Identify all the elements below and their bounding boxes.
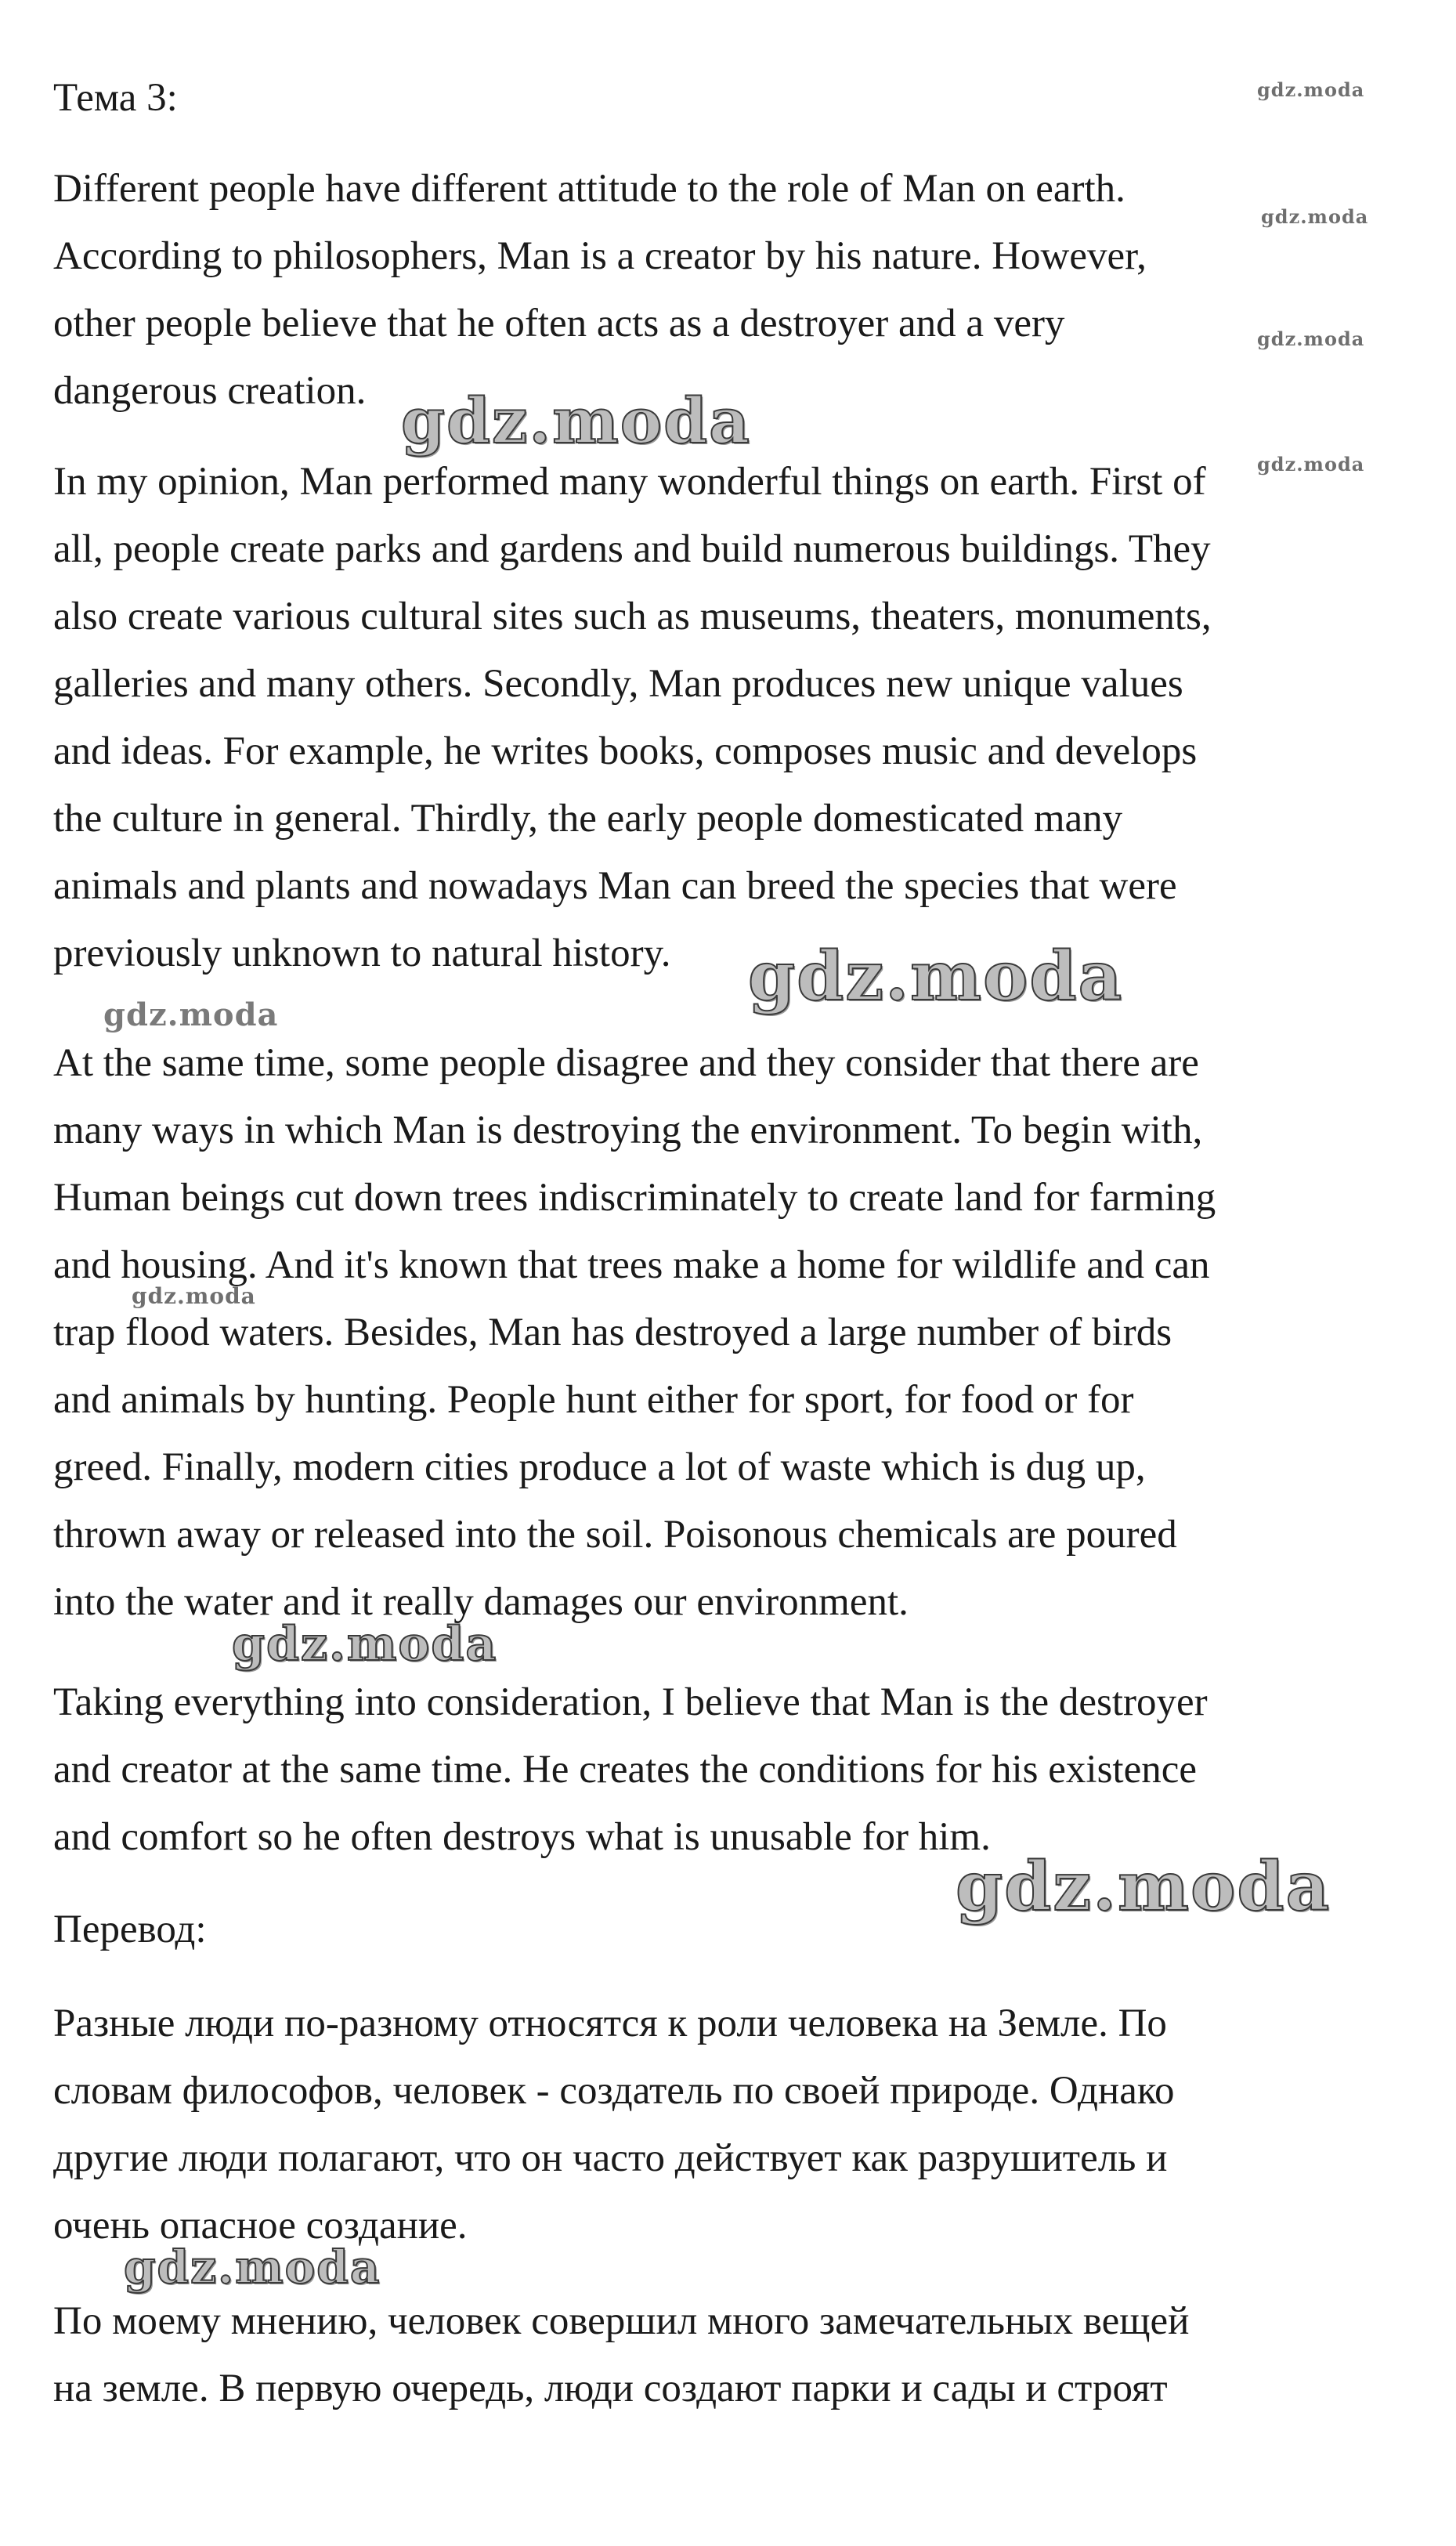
text-line: animals and plants and nowadays Man can breed the species that were xyxy=(53,864,1177,908)
watermark: gdz.moda xyxy=(1261,205,1369,228)
text-line: Разные люди по-разному относятся к роли человека на Земле. По xyxy=(53,2002,1167,2045)
en-paragraph-4 xyxy=(53,1669,1400,1871)
watermark: gdz.moda xyxy=(401,384,751,457)
text-line: also create various cultural sites such as museums, theaters, monuments, xyxy=(53,595,1212,638)
text-line: Different people have different attitude to the role of Man on earth. xyxy=(53,167,1125,211)
watermark: gdz.moda xyxy=(956,1847,1331,1926)
text-line: In my opinion, Man performed many wonderful things on earth. First of xyxy=(53,460,1206,504)
text-line: galleries and many others. Secondly, Man produces new unique values xyxy=(53,662,1183,706)
watermark: gdz.moda xyxy=(1257,453,1365,476)
text-line: and creator at the same time. He creates the conditions for his existence xyxy=(53,1748,1197,1792)
text-line: and animals by hunting. People hunt either for sport, for food or for xyxy=(53,1378,1134,1422)
text-line: По моему мнению, человек совершил много замечательных вещей xyxy=(53,2299,1190,2343)
text-line: and ideas. For example, he writes books, composes music and develops xyxy=(53,729,1198,773)
text-line: другие люди полагают, что он часто действует как разрушитель и xyxy=(53,2136,1168,2180)
text-line: other people believe that he often acts as a destroyer and a very xyxy=(53,302,1065,345)
text-line: greed. Finally, modern cities produce a lot of waste which is dug up, xyxy=(53,1445,1146,1489)
text-line: the culture in general. Thirdly, the early people domesticated many xyxy=(53,797,1123,841)
watermark: gdz.moda xyxy=(1257,327,1365,350)
en-paragraph-3 xyxy=(53,1029,1400,1636)
text-line: thrown away or released into the soil. Poisonous chemicals are poured xyxy=(53,1513,1177,1557)
text-line: According to philosophers, Man is a creator by his nature. However, xyxy=(53,234,1147,278)
text-line: Human beings cut down trees indiscriminately to create land for farming xyxy=(53,1176,1216,1220)
watermark: gdz.moda xyxy=(132,1283,256,1309)
text-line: очень опасное создание. xyxy=(53,2204,468,2248)
watermark: gdz.moda xyxy=(103,996,279,1033)
ru-paragraph-1 xyxy=(53,1990,1400,2259)
text-line: many ways in which Man is destroying the environment. To begin with, xyxy=(53,1108,1203,1152)
watermark: gdz.moda xyxy=(748,937,1124,1016)
ru-paragraph-2 xyxy=(53,2287,1400,2422)
heading-theme: Тема 3: xyxy=(53,76,178,120)
en-paragraph-2 xyxy=(53,448,1400,987)
text-line: and comfort so he often destroys what is unusable for him. xyxy=(53,1815,991,1859)
watermark: gdz.moda xyxy=(232,1617,498,1672)
text-line: previously unknown to natural history. xyxy=(53,931,671,975)
translation-heading: Перевод: xyxy=(53,1908,207,1951)
text-line: all, people create parks and gardens and build numerous buildings. They xyxy=(53,527,1211,571)
text-line: trap flood waters. Besides, Man has destroyed a large number of birds xyxy=(53,1311,1172,1354)
watermark: gdz.moda xyxy=(1257,78,1365,101)
text-line: на земле. В первую очередь, люди создают парки и сады и строят xyxy=(53,2367,1168,2410)
text-line: and housing. And it's known that trees make a home for wildlife and can xyxy=(53,1243,1210,1287)
text-line: Taking everything into consideration, I believe that Man is the destroyer xyxy=(53,1680,1208,1724)
text-line: At the same time, some people disagree and they consider that there are xyxy=(53,1041,1199,1085)
watermark: gdz.moda xyxy=(124,2240,381,2294)
text-line: словам философов, человек - создатель по своей природе. Однако xyxy=(53,2069,1175,2113)
text-line: dangerous creation. xyxy=(53,369,367,413)
text-line: into the water and it really damages our environment. xyxy=(53,1580,909,1624)
